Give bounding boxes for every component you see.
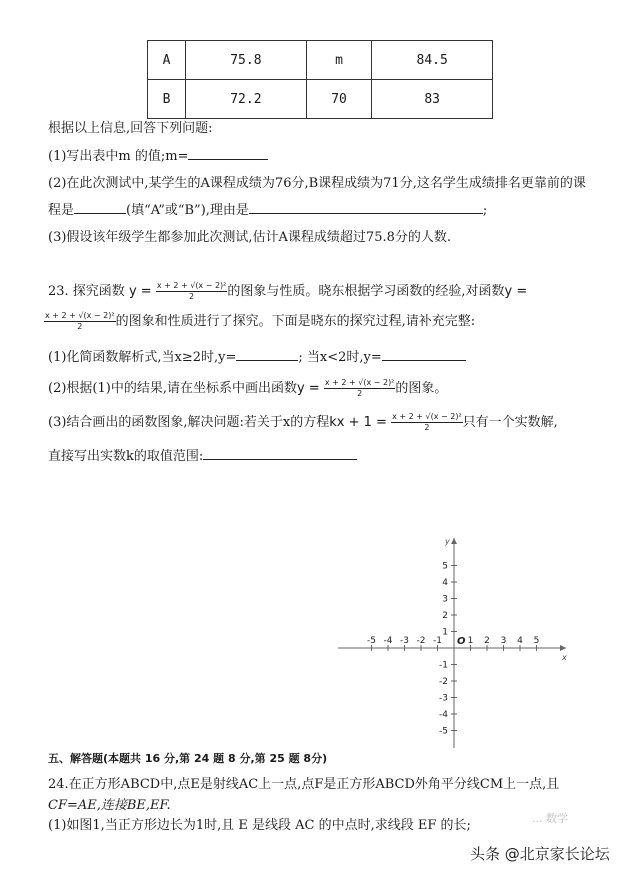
q23-part1-text-b: ; 当x<2时,y=	[298, 350, 382, 365]
q24-line2: CF=AE,连接BE,EF.	[48, 798, 171, 813]
fraction-denominator: 2	[189, 292, 195, 301]
fraction-numerator: x + 2 + √(x − 2)²	[392, 412, 462, 421]
q23-part1	[48, 346, 466, 365]
q23-part3-text-a: (3)结合画出的函数图象,解决问题:若关于x的方程	[48, 415, 330, 430]
y-axis-arrow-icon	[451, 538, 457, 544]
function-lhs: y =	[296, 381, 320, 396]
q22-part2-line1: (2)在此次测试中,某学生的A课程成绩为76分,B课程成绩为71分,这名学生成绩排名更靠前的课	[48, 176, 586, 191]
y-tick-label: 1	[442, 627, 448, 638]
answer-blank[interactable]	[188, 145, 268, 160]
x-tick-label: 2	[484, 636, 490, 646]
y-tick-label: 2	[442, 611, 448, 621]
q22-part2-text-c: ;	[482, 203, 488, 218]
q23-part3-line2	[48, 445, 357, 464]
function-fraction	[44, 311, 116, 332]
section-header: 五、解答题(本题共 16 分,第 24 题 8 分,第 25 题 8分)	[48, 752, 328, 765]
q23-part3-text-b: 只有一个实数解,	[462, 415, 558, 430]
fraction-denominator: 2	[424, 423, 430, 432]
table-cell: 70	[306, 80, 372, 119]
score-table	[147, 40, 493, 119]
fraction-numerator: x + 2 + √(x − 2)²	[324, 378, 395, 387]
x-tick-label: -4	[383, 636, 393, 646]
q23-part2	[48, 377, 447, 399]
q24-line3: (1)如图1,当正方形边长为1时,且 E 是线段 AC 的中点时,求线段 EF 的长;	[48, 818, 471, 833]
y-tick-label: -5	[439, 726, 448, 737]
q23-line2	[44, 310, 475, 332]
q22-part1-text: (1)写出表中m 的值;m=	[48, 149, 189, 164]
table-cell: 84.5	[372, 41, 493, 80]
q23-part2-text-a: (2)根据(1)中的结果,请在坐标系中画出函数	[48, 381, 297, 396]
y-axis-label: y	[445, 537, 450, 546]
fraction-denominator: 2	[357, 389, 363, 398]
q23-part1-text-a: (1)化简函数解析式,当x≥2时,y=	[48, 350, 237, 365]
function-fraction	[156, 281, 228, 302]
q23-part3	[48, 411, 558, 433]
q24-line1: 24.在正方形ABCD中,点E是射线AC上一点,点F是正方形ABCD外角平分线CM上一点,且	[48, 777, 560, 792]
answer-blank[interactable]	[74, 199, 126, 214]
answer-blank[interactable]	[236, 346, 298, 361]
table-cell: 75.8	[186, 41, 307, 80]
q23-part3-line2-text: 直接写出实数k的取值范围:	[48, 449, 204, 464]
q22-part2-text-a: 程是	[48, 203, 75, 218]
table-cell: A	[148, 41, 186, 80]
x-axis-arrow-icon	[560, 645, 566, 651]
table-cell: m	[306, 41, 372, 80]
faint-watermark: ... 数学	[532, 812, 568, 825]
table-cell: B	[148, 80, 186, 119]
origin-label: O	[457, 636, 466, 647]
equation-lhs: kx + 1 =	[329, 415, 387, 430]
x-tick-label: -2	[416, 636, 426, 646]
fraction-denominator: 2	[77, 322, 83, 331]
q22-intro: 根据以上信息,回答下列问题:	[48, 121, 213, 136]
q22-part2-text-b: (填“A”或“B”),理由是	[126, 203, 249, 218]
q23-line1	[48, 280, 527, 302]
fraction-numerator: x + 2 + √(x − 2)²	[156, 281, 227, 290]
x-tick-label: 3	[500, 636, 507, 646]
q23-text-b: 的图象与性质。晓东根据学习函数的经验,对函数	[227, 284, 505, 299]
y-tick-label: 3	[442, 594, 448, 605]
y-tick-label: -4	[439, 710, 448, 720]
x-tick-label: 1	[467, 636, 474, 646]
y-tick-label: -2	[439, 677, 448, 687]
table-row	[148, 41, 493, 80]
y-tick-label: -1	[439, 660, 448, 671]
y-tick-label: 5	[442, 561, 448, 572]
q23-part2-text-b: 的图象。	[395, 381, 448, 396]
answer-blank[interactable]	[382, 346, 466, 361]
q23-text-a: 23. 探究函数	[48, 284, 125, 299]
q22-part2-line2	[48, 199, 487, 218]
watermark-text: 头条 @北京家长论坛	[470, 845, 610, 863]
reason-blank[interactable]	[249, 199, 483, 214]
function-lhs: y =	[504, 284, 528, 299]
q22-part1	[48, 145, 268, 164]
x-tick-label: -3	[400, 636, 409, 646]
q22-part3: (3)假设该年级学生都参加此次测试,估计A课程成绩超过75.8分的人数.	[48, 230, 452, 245]
x-axis-label: x	[562, 653, 567, 662]
x-tick-label: -5	[367, 636, 376, 646]
table-cell: 83	[372, 80, 493, 119]
y-tick-label: -3	[439, 693, 448, 704]
function-lhs: y =	[128, 284, 152, 299]
q23-text-line2: 的图象和性质进行了探究。下面是晓东的探究过程,请补充完整:	[115, 314, 476, 329]
x-tick-label: -1	[433, 636, 442, 646]
y-tick-label: 4	[442, 578, 448, 588]
function-fraction	[324, 378, 396, 399]
function-fraction	[391, 412, 463, 433]
answer-blank[interactable]	[203, 445, 357, 460]
x-tick-label: 4	[517, 636, 523, 646]
table-cell: 72.2	[186, 80, 307, 119]
x-tick-label: 5	[533, 636, 540, 646]
table-row	[148, 80, 493, 119]
fraction-numerator: x + 2 + √(x − 2)²	[45, 311, 115, 320]
